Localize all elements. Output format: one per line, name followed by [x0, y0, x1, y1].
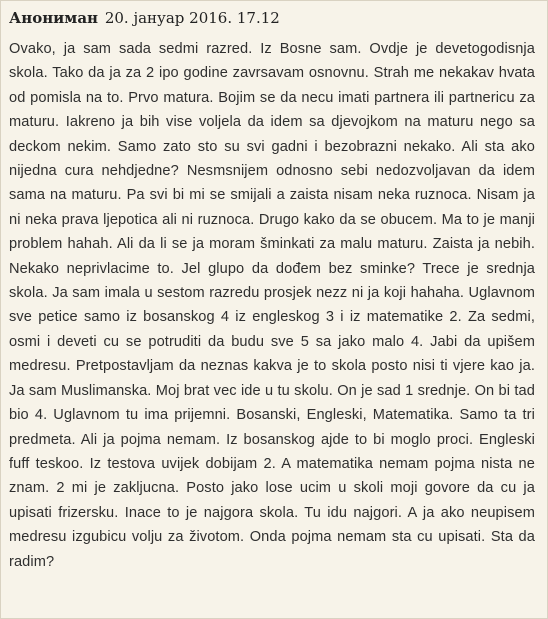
- comment-date: 20. јануар 2016. 17.12: [104, 9, 280, 27]
- comment-header: [9, 9, 535, 27]
- comment-body: Ovako, ja sam sada sedmi razred. Iz Bosne sam. Ovdje je devetogodisnja skola. Tako da ja za 2 ipo godine zavrsavam osnovnu. Strah me nekakav hvata od pomisla na to. Prvo matura. Bojim se da necu imati partnera ili partnericu za maturu. Iakreno ja bih vise voljela da idem sa djevojkom na maturu nego sa deckom nekim. Samo zato sto su svi gadni i bezobrazni nekako. Ali sta ako nijedna cura nehdjedne? Nesmsnijem odnosno sebi nedozvoljavan da idem sama na maturu. Pa svi bi mi se smijali a zaista nisam neka ruznoca. Nisam ja ni neka prava ljepotica ali ni ruznoca. Drugo kako da se obucem. Ma to je manji problem hahah. Ali da li se ja moram šminkati za malu maturu. Zaista ja nebih. Nekako neprivlacime to. Jel glupo da dođem bez sminke? Trece je srednja skola. Ja sam imala u sestom razredu prosjek nezz ni ja koji hahaha. Uglavnom sve petice samo iz bosanskog 4 iz engleskog 3 i iz matematike 2. Za sedmi, osmi i deveti cu se potruditi da budu sve 5 sa jako malo 4. Jabi da upišem medresu. Pretpostavljam da neznas kakva je to skola posto nisi ti vjere kao ja. Ja sam Muslimanska. Moj brat vec ide u tu skolu. On je sad 1 srednje. On bi tad bio 4. Uglavnom tu ima prijemni. Bosanski, Engleski, Matematika. Samo ta tri predmeta. Ali ja pojma nemam. Iz bosanskog ajde to bi moglo proci. Engleski fuff teskoo. Iz testova uvijek dobijam 2. A matematika nemam pojma nista ne znam. 2 mi je zakljucna. Posto jako lose ucim u skoli moji govore da cu ja upisati frizersku. Inace to je najgora skola. Tu idu najgori. A ja ako neupisem medresu izgubicu volju za životom. Onda pojma nemam sta cu upisati. Sta da radim?: [9, 41, 535, 570]
- comment-author: Анониман: [9, 9, 99, 27]
